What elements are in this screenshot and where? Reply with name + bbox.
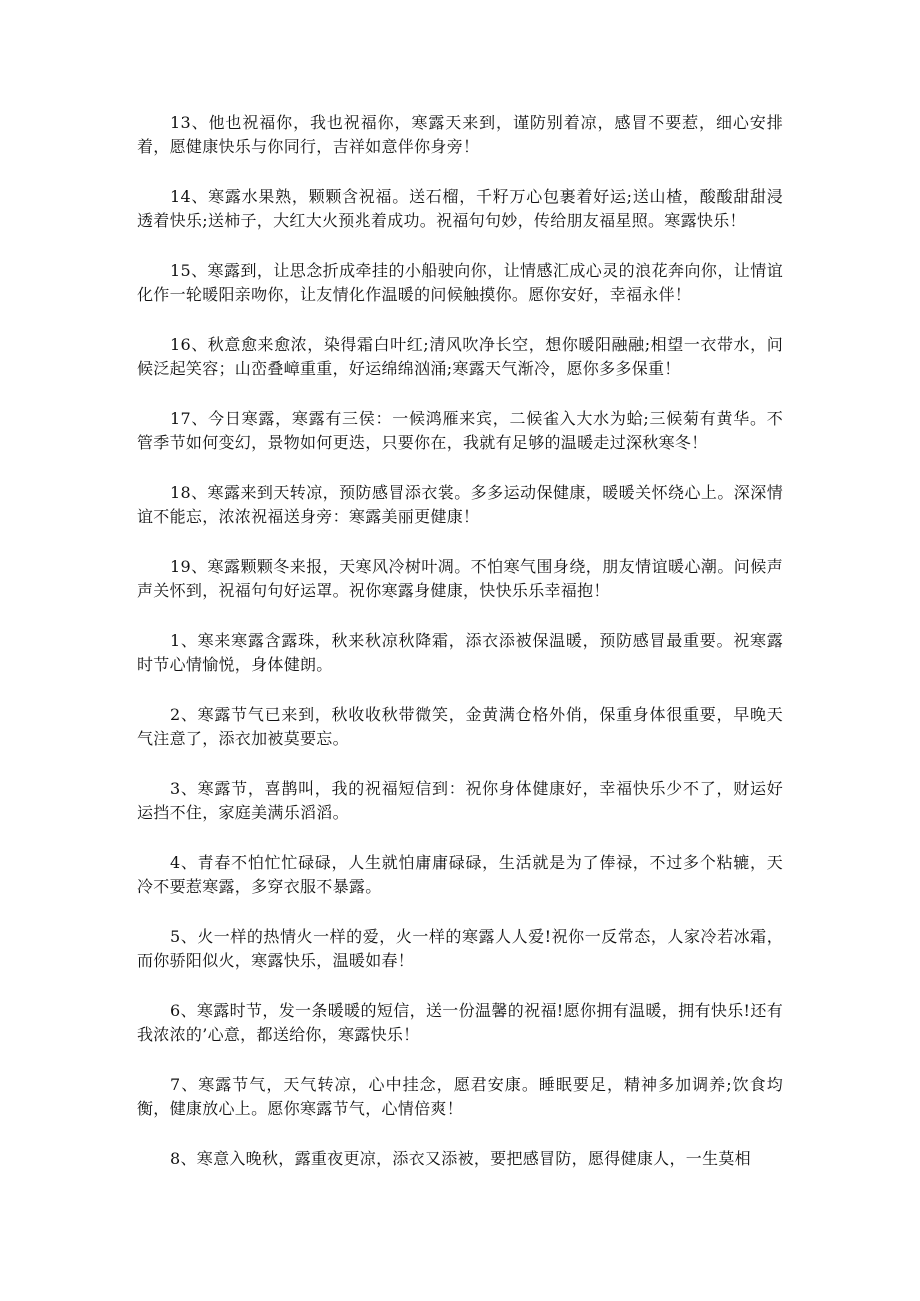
paragraph-3: 3、寒露节，喜鹊叫，我的祝福短信到：祝你身体健康好，幸福快乐少不了，财运好运挡不住，家庭美满乐滔滔。 [137,779,783,822]
paragraph-8: 8、寒意入晚秋，露重夜更凉，添衣又添被，要把感冒防，愿得健康人，一生莫相 [170,1149,751,1168]
paragraph-18: 18、寒露来到天转凉，预防感冒添衣裳。多多运动保健康，暖暖关怀绕心上。深深情谊不能忘，浓浓祝福送身旁：寒露美丽更健康！ [137,483,783,526]
paragraph-17: 17、今日寒露，寒露有三侯：一候鸿雁来宾，二候雀入大水为蛤;三候菊有黄华。不管季节如何变幻，景物如何更迭，只要你在，我就有足够的温暖走过深秋寒冬！ [137,409,783,452]
paragraph-2: 2、寒露节气已来到，秋收收秋带微笑，金黄满仓格外俏，保重身体很重要，早晚天气注意了，添衣加被莫要忘。 [137,705,783,748]
paragraph-7: 7、寒露节气，天气转凉，心中挂念，愿君安康。睡眠要足，精神多加调养;饮食均衡，健康放心上。愿你寒露节气，心情倍爽！ [137,1075,783,1118]
document-body [137,111,783,1197]
paragraph-1: 1、寒来寒露含露珠，秋来秋凉秋降霜，添衣添被保温暖，预防感冒最重要。祝寒露时节心情愉悦，身体健朗。 [137,631,783,674]
paragraph-6: 6、寒露时节，发一条暖暖的短信，送一份温馨的祝福!愿你拥有温暖，拥有快乐!还有我浓浓的’心意，都送给你，寒露快乐！ [137,1001,783,1044]
paragraph-14: 14、寒露水果熟，颗颗含祝福。送石榴，千籽万心包裹着好运;送山楂，酸酸甜甜浸透着快乐;送柿子，大红大火预兆着成功。祝福句句妙，传给朋友福星照。寒露快乐！ [137,187,783,230]
paragraph-4: 4、青春不怕忙忙碌碌，人生就怕庸庸碌碌，生活就是为了俸禄，不过多个粘辘，天冷不要惹寒露，多穿衣服不暴露。 [137,853,783,896]
paragraph-15: 15、寒露到，让思念折成牵挂的小船驶向你，让情感汇成心灵的浪花奔向你，让情谊化作一轮暖阳亲吻你，让友情化作温暖的问候触摸你。愿你安好，幸福永伴！ [137,261,783,304]
paragraph-13: 13、他也祝福你，我也祝福你，寒露天来到，谨防别着凉，感冒不要惹，细心安排着，愿健康快乐与你同行，吉祥如意伴你身旁！ [137,113,783,156]
paragraph-5: 5、火一样的热情火一样的爱，火一样的寒露人人爱!祝你一反常态，人家冷若冰霜，而你骄阳似火，寒露快乐，温暖如春！ [137,927,783,970]
paragraph-16: 16、秋意愈来愈浓，染得霜白叶红;清风吹净长空，想你暖阳融融;相望一衣带水，问候泛起笑容；山峦叠嶂重重，好运绵绵汹涌;寒露天气渐冷，愿你多多保重！ [137,335,783,378]
paragraph-19: 19、寒露颗颗冬来报，天寒风冷树叶凋。不怕寒气围身绕，朋友情谊暖心潮。问候声声关怀到，祝福句句好运罩。祝你寒露身健康，快快乐乐幸福抱！ [137,557,783,600]
